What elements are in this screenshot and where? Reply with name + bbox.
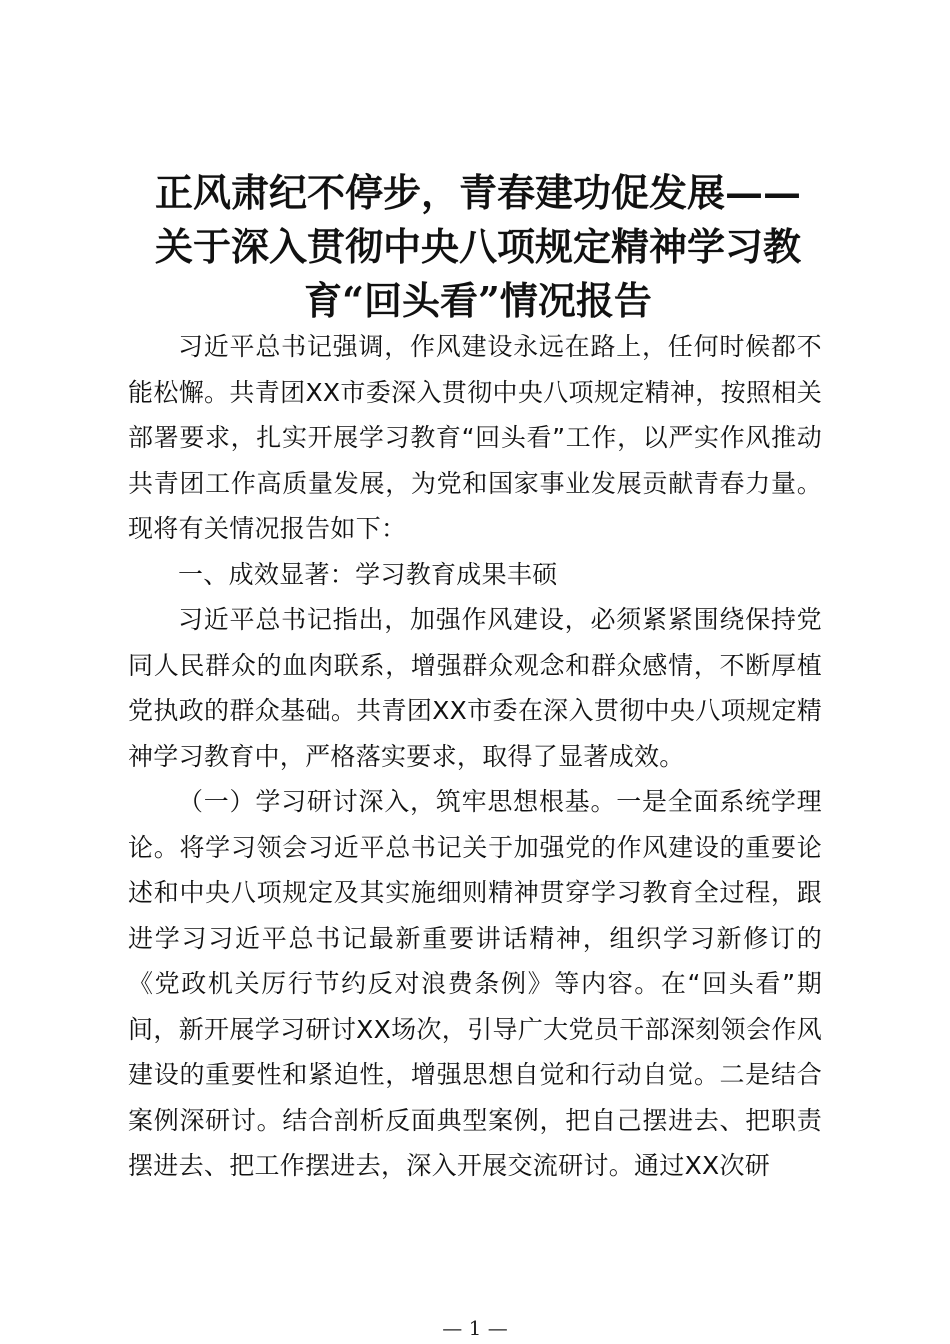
- section-1-paragraph: 习近平总书记指出，加强作风建设，必须紧紧围绕保持党同人民群众的血肉联系，增强群众观念和群众感情，不断厚植党执政的群众基础。共青团XX市委在深入贯彻中央八项规定精神学习教育中，严格落实要求，取得了显著成效。: [128, 605, 822, 771]
- section-heading-1: 一、成效显著：学习教育成果丰硕: [178, 559, 558, 589]
- intro-paragraph: 习近平总书记强调，作风建设永远在路上，任何时候都不能松懈。共青团XX市委深入贯彻中央八项规定精神，按照相关部署要求，扎实开展学习教育“回头看”工作，以严实作风推动共青团工作高质量发展，为党和国家事业发展贡献青春力量。现将有关情况报告如下：: [128, 332, 822, 543]
- subsection-1-paragraph: （一）学习研讨深入，筑牢思想根基。一是全面系统学理论。将学习领会习近平总书记关于加强党的作风建设的重要论述和中央八项规定及其实施细则精神贯穿学习教育全过程，跟进学习习近平总书记最新重要讲话精神，组织学习新修订的《党政机关厉行节约反对浪费条例》等内容。在“回头看”期间，新开展学习研讨XX场次，引导广大党员干部深刻领会作风建设的重要性和紧迫性，增强思想自觉和行动自觉。二是结合案例深研讨。结合剖析反面典型案例，把自己摆进去、把职责摆进去、把工作摆进去，深入开展交流研讨。通过XX次研: [128, 787, 822, 1180]
- document-title: [118, 166, 838, 328]
- page-number: — 1 —: [442, 1316, 508, 1340]
- title-line-1: 正风肃纪不停步，青春建功促发展——: [154, 170, 801, 215]
- title-line-3: 育“回头看”情况报告: [304, 278, 652, 323]
- document-body: [128, 324, 822, 1189]
- title-line-2: 关于深入贯彻中央八项规定精神学习教: [154, 224, 801, 269]
